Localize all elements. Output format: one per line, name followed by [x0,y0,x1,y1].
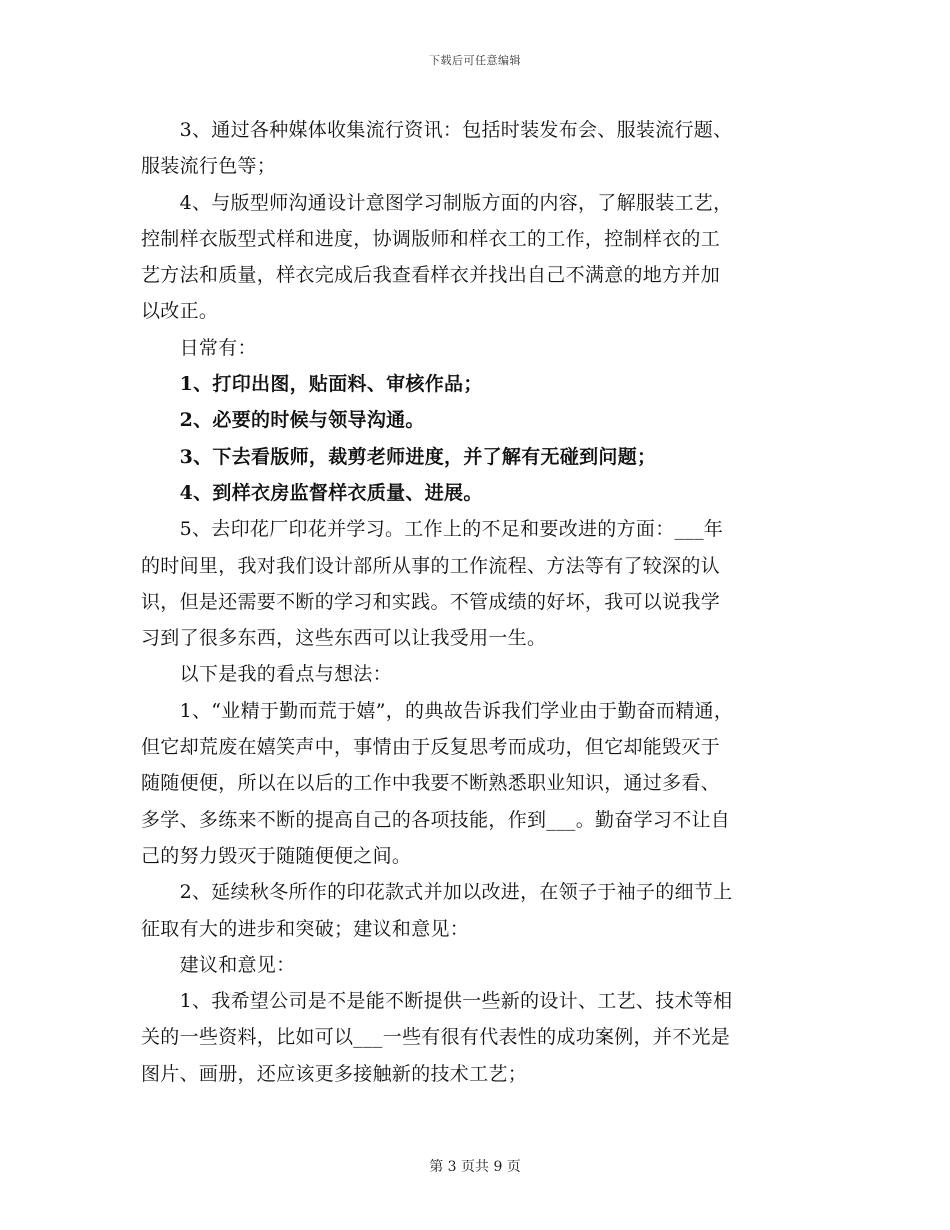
paragraph-daily-item-1: 1、打印出图，贴面料、审核作品； [141,373,483,396]
paragraph-views-item-2: 2、延续秋冬所作的印花款式并加以改进，在领子于袖子的细节上 征取有大的进步和突破；建议和意见： [141,881,733,940]
page-number-footer: 第 3 页共 9 页 [429,1159,521,1175]
paragraph-suggestions-item-1: 1、我希望公司是不是能不断提供一些新的设计、工艺、技术等相 关的一些资料，比如可以___一些有很有代表性的成功案例，并不光是 图片、画册，还应该更多接触新的技术工艺； [141,990,733,1085]
paragraph-views-item-1: 1、“业精于勤而荒于嬉”，的典故告诉我们学业由于勤奋而精通， 但它却荒废在嬉笑声中，事情由于反复思考而成功，但它却能毁灭于 随随便便，所以在以后的工作中我要不断熟悉职业知识，通过多看、 多学、多练来不断的提高自己的各项技能，作到___。勤奋学习不让自 己的努力毁灭于随随便便之间。 [141,699,734,867]
paragraph-4-pattern-communication: 4、与版型师沟通设计意图学习制版方面的内容，了解服装工艺， 控制样衣版型式样和进度，协调版师和样衣工的工作，控制样衣的工 艺方法和质量，样衣完成后我查看样衣并找出自己不满意的地方并加 以改正。 [141,191,733,323]
paragraph-daily-heading: 日常有： [141,336,257,359]
paragraph-3-media-research: 3、通过各种媒体收集流行资讯：包括时装发布会、服装流行题、 服装流行色等； [141,119,733,178]
paragraph-views-heading: 以下是我的看点与想法： [141,663,392,686]
document-body [141,112,811,1092]
paragraph-suggestions-heading: 建议和意见： [141,953,296,976]
paragraph-5-printing-factory: 5、去印花厂印花并学习。工作上的不足和要改进的方面：___年 的时间里，我对我们设计部所从事的工作流程、方法等有了较深的认 识，但是还需要不断的学习和实践。不管成绩的好坏，我可以说我学 习到了很多东西，这些东西可以让我受用一生。 [141,518,724,650]
paragraph-daily-item-4: 4、到样衣房监督样衣质量、进展。 [141,481,483,504]
paragraph-daily-item-3: 3、下去看版师，裁剪老师进度，并了解有无碰到问题； [141,445,657,468]
paragraph-daily-item-2: 2、必要的时候与领导沟通。 [141,409,425,432]
page-header-note: 下载后可任意编辑 [429,54,521,67]
